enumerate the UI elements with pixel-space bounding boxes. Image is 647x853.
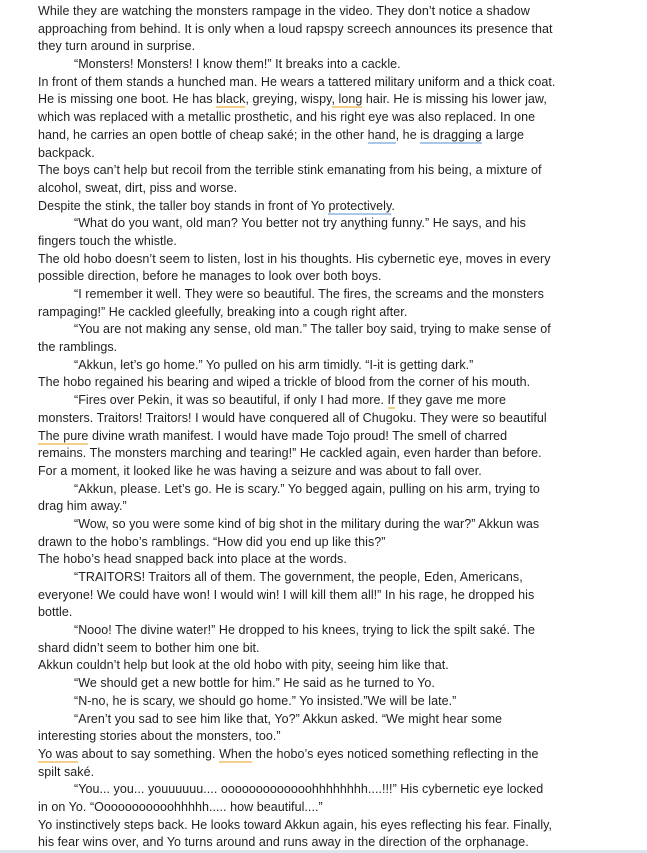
text-line [38, 56, 619, 74]
text-line [38, 109, 619, 127]
suggestion-underlined-text[interactable]: The pure [38, 428, 89, 443]
text-line [38, 693, 619, 711]
text-line [38, 746, 619, 764]
suggestion-underlined-text[interactable]: When [219, 746, 252, 761]
text-run: hair. He is missing his lower jaw, [362, 92, 547, 107]
text-line [38, 799, 619, 817]
suggestion-underlined-text[interactable]: hand [367, 127, 396, 142]
text-line [38, 657, 619, 675]
suggestion-underlined-text[interactable]: is dragging [420, 127, 482, 142]
text-run: “Akkun, let’s go home.” Yo pulled on his arm timidly. “I-it is getting dark.” [74, 357, 474, 372]
text-line [38, 410, 619, 428]
text-line [38, 286, 619, 304]
text-line [38, 463, 619, 481]
text-run: monsters. Traitors! Traitors! I would have conquered all of Chugoku. They were so beautiful [38, 410, 547, 425]
text-line [38, 392, 619, 410]
text-line [38, 357, 619, 375]
text-run: interesting stories about the monsters, too.” [38, 729, 281, 744]
text-run: “Aren’t you sad to see him like that, Yo?” Akkun asked. “We might hear some [74, 711, 503, 726]
text-line [38, 781, 619, 799]
text-run: “We should get a new bottle for him.” He said as he turned to Yo. [74, 676, 435, 691]
text-line [38, 304, 619, 322]
text-run: “What do you want, old man? You better not try anything funny.” He says, and his [74, 216, 526, 231]
text-run: The boys can’t help but recoil from the terrible stink emanating from his being, a mixture of [38, 163, 542, 178]
text-run: drag him away.” [38, 499, 127, 514]
text-run: his fear wins over, and Yo turns around and runs away in the direction of the orphanage. [38, 835, 529, 850]
text-run: “Wow, so you were some kind of big shot in the military during the war?” Akkun was [74, 516, 540, 531]
text-run: they turn around in surprise. [38, 39, 196, 54]
text-line [38, 516, 619, 534]
suggestion-underlined-text[interactable]: black [216, 92, 246, 107]
text-run: He is missing one boot. He has [38, 92, 217, 107]
suggestion-underlined-text[interactable]: Yo was [38, 746, 79, 761]
text-line [38, 640, 619, 658]
text-line [38, 321, 619, 339]
text-run: While they are watching the monsters rampage in the video. They don’t notice a shadow [38, 4, 530, 18]
text-line [38, 145, 619, 163]
text-line [38, 198, 619, 216]
text-line [38, 622, 619, 640]
text-line [38, 339, 619, 357]
text-run: “You are not making any sense, old man.” The taller boy said, trying to make sense of [74, 322, 551, 337]
text-run: about to say something. [78, 746, 220, 761]
text-line [38, 817, 619, 835]
text-line [38, 374, 619, 392]
text-line [38, 74, 619, 92]
suggestion-underlined-text[interactable]: , long [331, 92, 363, 107]
text-run: a large [481, 127, 525, 142]
text-line [38, 428, 619, 446]
text-line [38, 569, 619, 587]
text-line [38, 728, 619, 746]
text-run: divine wrath manifest. I would have made Tojo proud! The smell of charred [88, 428, 508, 443]
text-run: the ramblings. [38, 340, 118, 355]
text-line [38, 127, 619, 145]
text-line [38, 162, 619, 180]
text-run: rampaging!” He cackled gleefully, breaking into a cough right after. [38, 304, 408, 319]
text-run: backpack. [38, 145, 95, 160]
text-run: they gave me more [394, 393, 506, 408]
text-run: which was replaced with a metallic prosthetic, and his right eye was also replaced. In one [38, 110, 536, 125]
text-run: The hobo regained his bearing and wiped a trickle of blood from the corner of his mouth. [38, 375, 531, 390]
text-line [38, 91, 619, 109]
text-line [38, 551, 619, 569]
text-run: In front of them stands a hunched man. He wears a tattered military uniform and a thick coat. [38, 74, 556, 89]
text-line [38, 764, 619, 782]
text-line [38, 498, 619, 516]
text-line [38, 534, 619, 552]
text-run: approaching from behind. It is only when a loud rapspy screech announces its presence that [38, 21, 553, 36]
text-run: possible direction, before he manages to look over both boys. [38, 269, 382, 284]
text-run: “Nooo! The divine water!” He dropped to his knees, trying to lick the spilt saké. The [74, 623, 535, 638]
text-run: “N-no, he is scary, we should go home.” Yo insisted.”We will be late.” [74, 693, 457, 708]
suggestion-underlined-text[interactable]: If [387, 393, 395, 408]
text-line [38, 21, 619, 39]
text-run: shard didn’t seem to bother him one bit. [38, 640, 260, 655]
text-run: Yo instinctively steps back. He looks toward Akkun again, his eyes reflecting his fear. Finally, [38, 817, 553, 832]
text-run: spilt saké. [38, 764, 95, 779]
text-run: Despite the stink, the taller boy stands in front of Yo [38, 198, 329, 213]
text-run: Akkun couldn’t help but look at the old hobo with pity, seeing him like that. [38, 658, 449, 673]
document-text[interactable] [38, 3, 619, 852]
text-line [38, 233, 619, 251]
text-run: “Fires over Pekin, it was so beautiful, if only I had more. [74, 393, 388, 408]
text-line [38, 711, 619, 729]
text-run: bottle. [38, 605, 73, 620]
text-line [38, 215, 619, 233]
text-line [38, 38, 619, 56]
text-run: drawn to the hobo’s ramblings. “How did you end up like this?” [38, 534, 386, 549]
text-line [38, 604, 619, 622]
text-line [38, 180, 619, 198]
text-run: , greying, wispy [245, 92, 332, 107]
text-run: The old hobo doesn’t seem to listen, lost in his thoughts. His cybernetic eye, moves in every [38, 251, 551, 266]
text-run: . [391, 198, 395, 213]
text-run: fingers touch the whistle. [38, 233, 177, 248]
text-run: For a moment, it looked like he was having a seizure and was about to fall over. [38, 463, 482, 478]
text-line [38, 587, 619, 605]
text-line [38, 445, 619, 463]
text-run: The hobo’s head snapped back into place at the words. [38, 552, 347, 567]
text-run: “Akkun, please. Let’s go. He is scary.” Yo begged again, pulling on his arm, trying to [74, 481, 540, 496]
text-run: everyone! We could have won! I would win! I will kill them all!” In his rage, he dropped his [38, 587, 535, 602]
text-line [38, 251, 619, 269]
text-run: alcohol, sweat, dirt, piss and worse. [38, 180, 238, 195]
text-line [38, 268, 619, 286]
text-run: in on Yo. “Ooooooooooohhhhh..... how beautiful....” [38, 799, 323, 814]
text-run: the hobo’s eyes noticed something reflecting in the [251, 746, 539, 761]
text-run: , he [395, 127, 421, 142]
text-run: hand, he carries an open bottle of cheap saké; in the other [38, 127, 368, 142]
text-run: “TRAITORS! Traitors all of them. The government, the people, Eden, Americans, [74, 570, 523, 584]
text-run: “Monsters! Monsters! I know them!” It breaks into a cackle. [74, 57, 401, 72]
text-run: “You... you... youuuuuu.... ooooooooooooohhhhhhhh....!!!” His cybernetic eye locked [74, 782, 544, 797]
text-line [38, 481, 619, 499]
text-line [38, 3, 619, 21]
suggestion-underlined-text[interactable]: protectively [328, 198, 392, 213]
text-line [38, 675, 619, 693]
text-run: “I remember it well. They were so beautiful. The fires, the screams and the monsters [74, 287, 544, 301]
text-run: remains. The monsters marching and tearing!” He cackled again, even harder than before. [38, 446, 542, 461]
